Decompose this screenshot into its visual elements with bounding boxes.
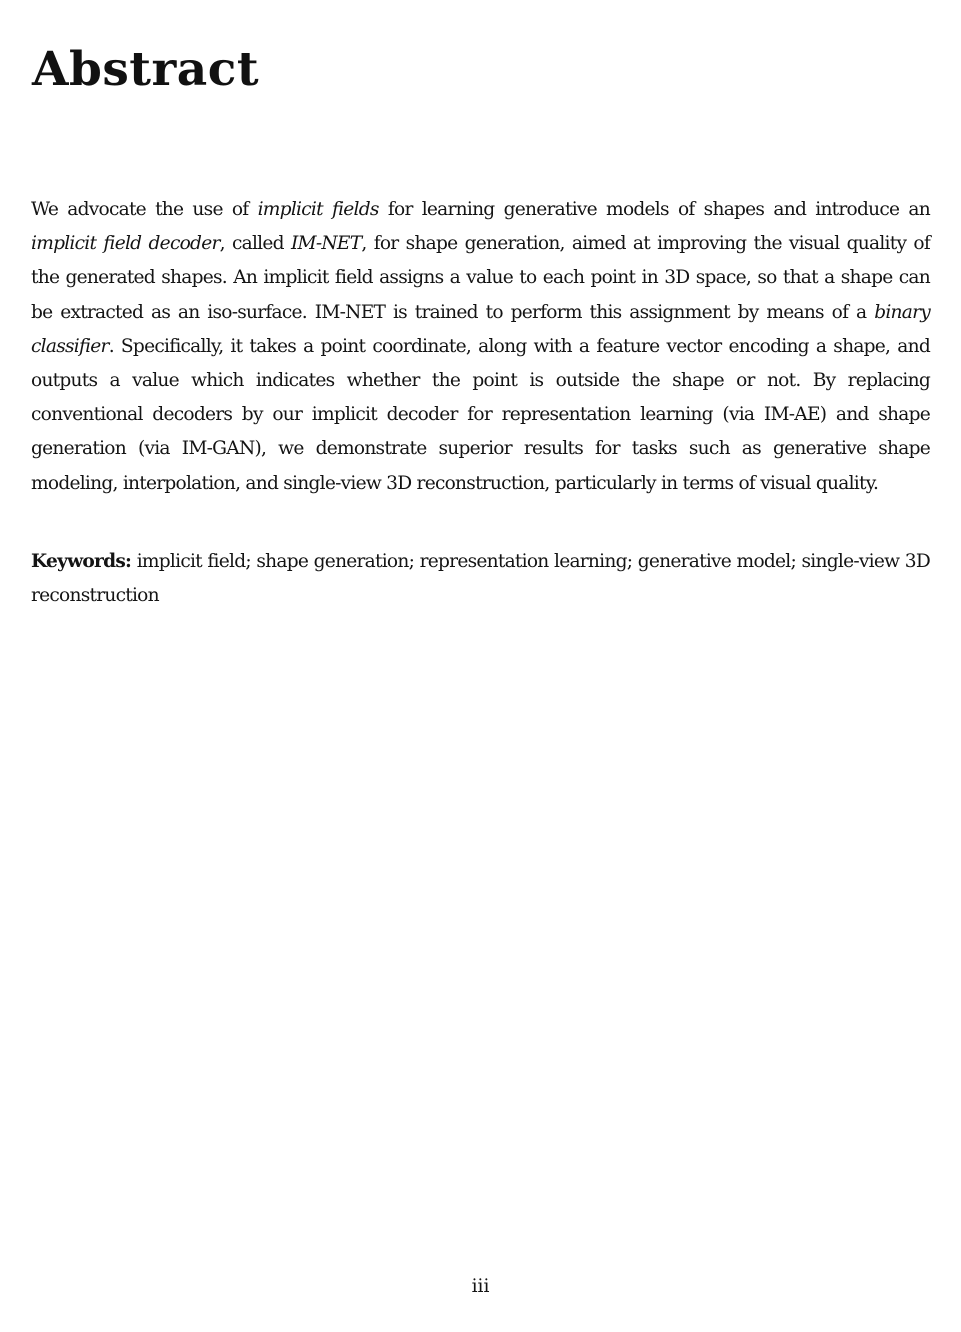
abstract-text: . Specifically, it takes a point coordinate, along with a feature vector encoding a shape, and outputs a value which indicates whether the point is outside the shape or not. By replacing conventional decoders by our implicit decoder for representation learning (via IM-AE) and shape generation (via IM-GAN), we demonstrate superior results for tasks such as generative shape modeling, interpolation, and single-view 3D reconstruction, particularly in terms of visual quality. xyxy=(31,335,930,494)
keywords-list: implicit field; shape generation; representation learning; generative model; single-view 3D reconstruction xyxy=(31,551,930,607)
keywords-label: Keywords: xyxy=(31,551,132,572)
section-heading: Abstract xyxy=(32,42,260,97)
abstract-paragraph xyxy=(31,193,930,501)
abstract-emphasis: implicit fields xyxy=(257,199,379,220)
page-number: iii xyxy=(471,1276,490,1297)
abstract-text: We advocate the use of xyxy=(31,199,258,220)
keywords-paragraph xyxy=(31,545,930,613)
abstract-emphasis: binary classifier xyxy=(31,301,930,357)
abstract-text: , for shape generation, aimed at improving the visual quality of the generated shapes. An implicit field assigns a value to each point in 3D space, so that a shape can be extracted as an iso-surface. IM-NET is trained to perform this assignment by means of a xyxy=(31,233,930,323)
abstract-text: for learning generative models of shapes and introduce an xyxy=(378,199,930,220)
abstract-emphasis: implicit field decoder xyxy=(31,233,220,255)
abstract-text: , called xyxy=(219,233,291,255)
abstract-emphasis: IM-NET xyxy=(290,233,362,255)
